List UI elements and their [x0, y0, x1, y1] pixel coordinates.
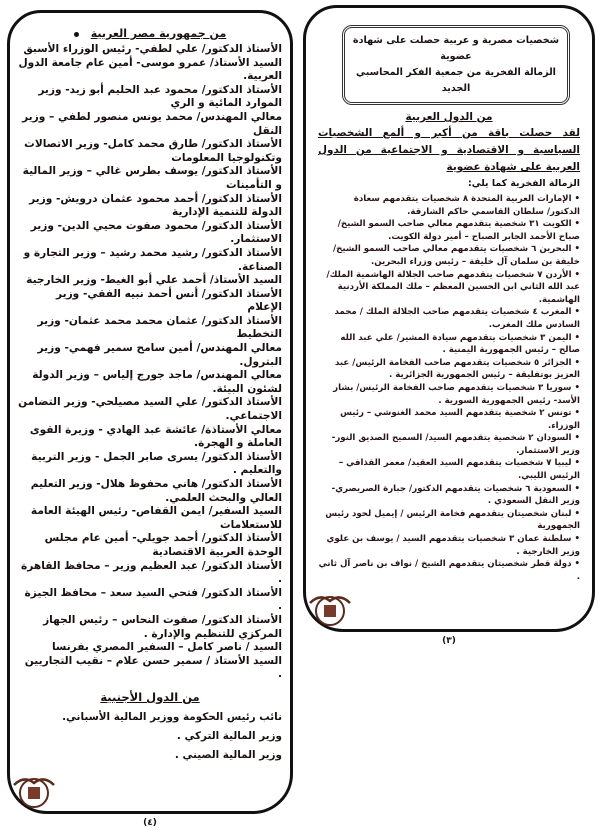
page-number-right: (٣): [442, 636, 456, 647]
list-item: السيد الأستاذ/ عمرو موسى- أمين عام جامعة الدول العربية.: [18, 56, 282, 83]
egypt-list: [18, 43, 282, 682]
list-item: الأستاذ الدكتور/ أحمد جويلي- أمين عام مجلس الوحدة العربية الاقتصادية: [44, 532, 282, 558]
list-item: الأستاذ الدكتور/ عثمان محمد محمد عثمان- وزير التخطيط: [37, 314, 282, 341]
right-page: [303, 5, 595, 632]
egypt-section-heading: [18, 27, 282, 40]
list-item: السيد الأستاذ / سمير حسن علام – نقيب التجاريين .: [24, 654, 282, 681]
list-item: معالي المهندس/ محمد يونس منصور لطفي – وزير النقل: [22, 110, 282, 137]
list-item: الأستاذ الدكتور/ علي لطفي- رئيس الوزراء الأسبق: [23, 43, 282, 55]
intro-end: الزمالة الفخرية كما يلي:: [467, 178, 580, 189]
list-item: • دولة قطر شخصيتان يتقدمهم الشيخ / نواف بن ناصر آل ثاني .: [318, 559, 580, 582]
list-item: • المغرب ٤ شخصيات يتقدمهم صاحب الجلالة الملك / محمد السادس ملك المغرب.: [334, 307, 580, 330]
list-item: الأستاذ الدكتور/ أنس أحمد نبيه الفقي- وزير الإعلام: [56, 287, 282, 314]
list-item: معالي الأستاذة/ عائشة عبد الهادي - وزيرة القوى العاملة و الهجرة.: [29, 423, 282, 450]
page-number-left: (٤): [143, 817, 157, 828]
left-page-wrapper: [7, 10, 293, 828]
society-emblem-icon: [308, 589, 352, 627]
egypt-heading-text: من جمهورية مصر العربية: [90, 27, 227, 40]
list-item: السيد / ناصر كامل – السفير المصري بفرنسا: [51, 641, 282, 654]
list-item: الأستاذ الدكتور/ أحمد محمود عثمان درويش- وزير الدولة للتنمية الإدارية: [29, 192, 282, 219]
list-item: الأستاذ الدكتور/ صفوت النحاس – رئيس الجهاز المركزي للتنظيم والإدارة .: [43, 613, 282, 640]
list-item: الأستاذ الدكتور/ محمود عبد الحليم أبو زيد- وزير الموارد المائية و الري: [38, 83, 282, 110]
title-line-2: الزمالة الفخرية من جمعية الفكر المحاسبي الجديد: [356, 67, 556, 94]
list-item: • البحرين ٦ شخصيات يتقدمهم معالي صاحب السمو الشيخ/ خليفة بن سلمان آل خليفة – رئيس وزراء البحرين.: [333, 244, 580, 267]
document-title-box: [342, 25, 570, 105]
list-item: • ليبيا ٧ شخصيات يتقدمهم السيد العقيد/ معمر القذافي – الرئيس الليبي.: [338, 458, 580, 482]
list-item: • سلطنة عمان ٣ شخصيات يتقدمهم السيد / يوسف بن علوي وزير الخارجية .: [326, 534, 580, 557]
list-item: الأستاذ الدكتور/ محمود صفوت محيي الدين- وزير الاستثمار.: [30, 219, 282, 246]
list-item: الأستاذ الدكتور/ رشيد محمد رشيد – وزير التجارة و الصناعة.: [23, 246, 282, 273]
foreign-section-heading: من الدول الأجنبية: [100, 689, 200, 704]
list-item: وزير المالية الصيني .: [174, 748, 282, 761]
list-item: الأستاذ الدكتور/ طارق محمد كامل- وزير الاتصالات وتكنولوجيا المعلومات: [24, 138, 282, 164]
left-page: [7, 10, 293, 814]
arab-country-list: [318, 193, 580, 583]
list-item: • السودان ٢ شخصية يتقدمهم السيد/ السميح الصديق النور- وزير الاستثمار.: [331, 433, 580, 456]
list-item: الأستاذ الدكتور/ عبد العظيم وزير – محافظ القاهرة .: [21, 559, 282, 586]
arab-section-heading: من الدول العربية: [405, 111, 493, 123]
list-item: الأستاذ الدكتور/ هاني محفوظ هلال- وزير التعليم العالي والبحث العلمي.: [30, 478, 282, 504]
list-item: • السعودية ٦ شخصيات يتقدمهم الدكتور/ جبارة الصريصري- وزير النقل السعودي .: [331, 483, 580, 507]
intro-paragraph: لقد حصلت باقة من أكبر و ألمع الشخصيات السياسية و الاقتصادية و الاجتماعية من الدول العربية على شهادة عضوية: [318, 127, 580, 173]
list-item: وزير المالية التركي .: [176, 729, 282, 742]
list-item: معالي المهندس/ ماجد جورج إلياس – وزير الدولة لشئون البيئة.: [32, 369, 282, 395]
list-item: السيد السفير/ ايمن القفاص- رئيس الهيئة العامة للاستعلامات: [30, 505, 282, 531]
list-item: • الإمارات العربية المتحدة ٨ شخصيات يتقدمهم سعادة الدكتور/ سلطان القاسمي حاكم الشارقة.: [353, 194, 580, 217]
bullet-icon: [74, 32, 79, 37]
list-item: • الكويت ٣١ شخصية يتقدمهم معالي صاحب السمو الشيخ/ صباح الأحمد الجابر الصباح – أمير دولة الكويت.: [337, 219, 580, 242]
list-item: الأستاذ الدكتور/ فتحي السيد سعد – محافظ الجيزة .: [24, 586, 282, 613]
foreign-list: [18, 708, 282, 765]
list-item: الأستاذ الدكتور/ يسرى صابر الجمل - وزير التربية والتعليم .: [31, 450, 282, 477]
list-item: الأستاذ الدكتور/ علي السيد مصيلحي- وزير التضامن الاجتماعي.: [18, 396, 282, 423]
list-item: • تونس ٢ شخصية يتقدمهم السيد محمد الغنوشي – رئيس الوزراء.: [340, 408, 580, 431]
list-item: • اليمن ٣ شخصيات يتقدمهم سيادة المشير/ علي عبد الله صالح – رئيس الجمهورية اليمنية .: [340, 332, 580, 356]
list-item: • لبنان شخصيتان يتقدمهم فخامة الرئيس / إيميل لحود رئيس الجمهورية: [325, 508, 580, 532]
list-item: • سوريا ٣ شخصيات يتقدمهم صاحب الفخامة الرئيس/ بشار الأسد- رئيس الجمهورية السورية .: [333, 382, 580, 406]
list-item: الأستاذ الدكتور/ يوسف بطرس غالي – وزير المالية و التأمينات: [22, 165, 282, 191]
title-line-1: شخصيات مصرية و عربية حصلت على شهادة عضوية: [352, 35, 560, 62]
list-item: نائب رئيس الحكومة ووزير المالية الأسباني.: [62, 710, 282, 723]
society-emblem-icon: [12, 771, 56, 809]
list-item: • الجزائر ٥ شخصيات يتقدمهم صاحب الفخامة الرئيس/ عبد العزيز بوتفليقة – رئيس الجمهورية الجزائرية .: [334, 357, 580, 381]
right-page-wrapper: [303, 5, 595, 646]
list-item: • الأردن ٧ شخصيات يتقدمهم صاحب الجلالة الهاشمية الملك/ عبد الله الثاني ابن الحسين المعظم – ملك المملكة الأردنية الهاشمية.: [326, 269, 580, 305]
list-item: السيد الأستاذ/ أحمد علي أبو الغيط- وزير الخارجية: [26, 274, 282, 287]
list-item: معالي المهندس/ أمين سامح سمير فهمي- وزير البترول.: [37, 342, 282, 368]
